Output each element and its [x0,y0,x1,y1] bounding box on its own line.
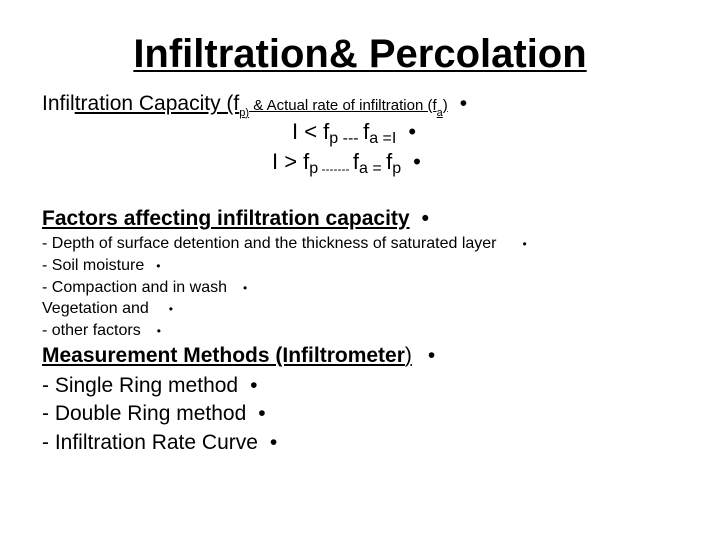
eq2-lhs: I > f [272,149,310,174]
factor-item [42,322,161,340]
eq1-sub: p [329,130,339,147]
eq1-sub2: a =I [369,130,397,147]
equation-less-than [292,119,416,145]
bullet: • [242,281,248,295]
factor-item [42,257,160,275]
eq2-f: f [352,149,359,174]
eq2-sub2: a = [358,160,387,177]
bullet: • [156,324,161,338]
methods-heading [42,344,435,368]
factors-heading [42,207,429,231]
method-text: - Infiltration Rate Curve [42,431,258,454]
capacity-sub-p: p [239,107,246,119]
factor-text: - other factors [42,322,141,339]
eq2-dash: ------- [318,162,353,176]
eq1-f: f [363,119,370,144]
factor-item [42,300,173,318]
method-text: - Double Ring method [42,402,247,425]
bullet: • [427,344,436,367]
method-item [42,402,266,426]
method-item [42,431,277,455]
equation-greater-than [272,149,421,175]
factor-text: - Soil moisture [42,257,145,274]
capacity-sub-a: a [436,107,443,119]
bullet: • [413,149,421,174]
bullet: • [421,207,429,230]
eq2-sub3: p [392,160,402,177]
factor-text: - Depth of surface detention and the thickness of saturated layer [42,235,497,252]
factor-text: - Compaction and in wash [42,279,227,296]
method-item [42,374,257,398]
capacity-text-b: tration Capacity (f [74,92,240,115]
eq2-rhs: f [386,149,393,174]
factor-item [42,279,247,297]
factor-item [42,235,527,253]
bullet: • [408,119,417,144]
capacity-paren-close: ) [245,107,250,119]
page-title: Infiltration& Percolation [133,32,587,76]
capacity-text-a: Infil [42,92,75,115]
capacity-paren-close-2: ) [442,97,448,114]
capacity-line [42,92,468,119]
bullet: • [156,259,161,273]
eq2-sub: p [309,160,319,177]
method-text: - Single Ring method [42,374,239,397]
bullet: • [459,92,468,115]
factors-heading-text: Factors affecting infiltration capacity [42,207,410,230]
eq1-dash: --- [338,130,364,147]
bullet: • [522,237,527,251]
factor-text: Vegetation and [42,300,149,317]
capacity-text-c: & Actual rate of infiltration (f [249,97,437,114]
bullet: • [168,302,173,316]
bullet: • [269,431,278,454]
bullet: • [258,402,266,425]
methods-heading-paren: ) [404,344,412,367]
bullet: • [250,374,258,397]
eq1-lhs: I < f [292,119,330,144]
methods-heading-text: Measurement Methods (Infiltrometer [42,344,405,367]
